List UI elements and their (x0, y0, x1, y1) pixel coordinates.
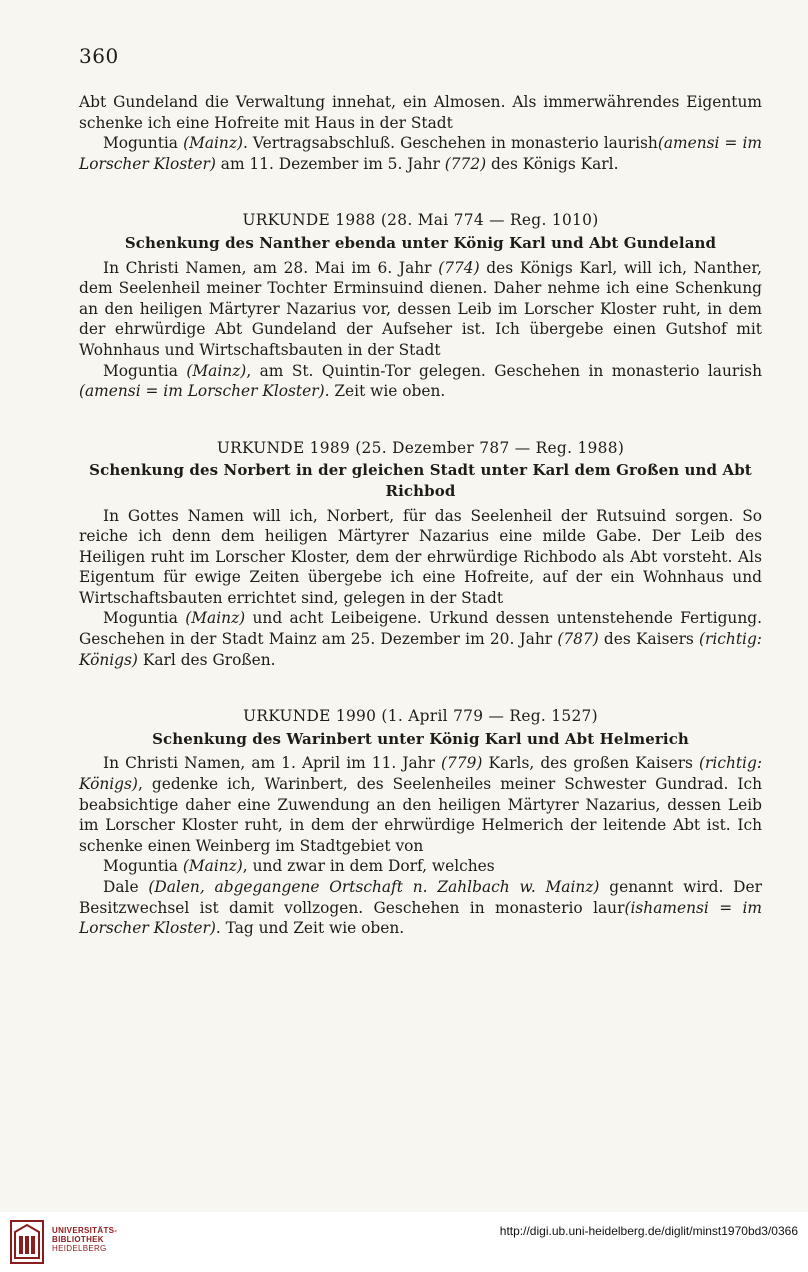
charter-1988-heading: URKUNDE 1988 (28. Mai 774 — Reg. 1010) (242, 211, 599, 230)
charter-1989-heading: URKUNDE 1989 (25. Dezember 787 — Reg. 1988) (216, 438, 625, 457)
library-name-line-1: UNIVERSITÄTS- (52, 1226, 118, 1235)
charter-1989-paragraph-2: Moguntia (Mainz) und acht Leibeigene. Urkund dessen untenstehende Fertigung. Geschehen in der Stadt Mainz am 25. Dezember im 20. Jahr (787) des Kaisers (richtig: Königs) Karl des Großen. (79, 609, 762, 669)
intro-paragraph-2: Moguntia (Mainz). Vertragsabschluß. Geschehen in monasterio laurish(amensi = im Lorscher Kloster) am 11. Dezember im 5. Jahr (772) des Königs Karl. (79, 134, 762, 173)
page-number: 360 (79, 44, 119, 68)
charter-1988-title: Schenkung des Nanther ebenda unter König Karl und Abt Gundeland (124, 233, 717, 252)
intro-paragraph: Abt Gundeland die Verwaltung innehat, ein Almosen. Als immerwährendes Eigentum schenke ich eine Hofreite mit Haus in der Stadt (79, 93, 762, 132)
digitization-url-link[interactable]: http://digi.ub.uni-heidelberg.de/diglit/minst1970bd3/0366 (499, 1224, 798, 1238)
library-name-line-3: HEIDELBERG (52, 1244, 107, 1253)
charter-1988-paragraph-2: Moguntia (Mainz), am St. Quintin-Tor gelegen. Geschehen in monasterio laurish (amensi = im Lorscher Kloster). Zeit wie oben. (79, 361, 762, 401)
university-library-logo-icon (10, 1220, 44, 1264)
library-name-line-2: BIBLIOTHEK (52, 1235, 104, 1244)
charter-1990-title: Schenkung des Warinbert unter König Karl und Abt Helmerich (152, 729, 689, 748)
charter-1990-paragraph-1: In Christi Namen, am 1. April im 11. Jahr (779) Karls, des großen Kaisers (richtig: Königs), gedenke ich, Warinbert, des Seelenheiles meiner Schwester Gundrad. Ich beabsichtige daher eine Zuwendung an den heiligen Märtyrer Nazarius, dessen Leib im Lorscher Kloster ruht, in dem der ehrwürdige Helmerich der leitende Abt ist. Ich schenke einen Weinberg im Stadtgebiet von (79, 754, 763, 855)
page-content (79, 92, 762, 939)
charter-1989-title: Schenkung des Norbert in der gleichen Stadt unter Karl dem Großen und Abt Richbod (89, 461, 752, 500)
charter-1990-paragraph-2: Moguntia (Mainz), und zwar in dem Dorf, welches (103, 857, 495, 876)
charter-1990-heading: URKUNDE 1990 (1. April 779 — Reg. 1527) (243, 707, 598, 726)
page-footer (0, 1212, 808, 1272)
charter-1988-paragraph-1: In Christi Namen, am 28. Mai im 6. Jahr (774) des Königs Karl, will ich, Nanther, dem Seelenheil meiner Tochter Erminsuind dienen. Daher nehme ich eine Schenkung an den heiligen Märtyrer Nazarius vor, dessen Leib im Lorscher Kloster ruht, in dem der ehrwürdige Abt Gundeland der Aufseher ist. Ich übergebe einen Gutshof mit Wohnhaus und Wirtschaftsbauten in der Stadt (79, 258, 762, 359)
charter-1990-paragraph-3: Dale (Dalen, abgegangene Ortschaft n. Zahlbach w. Mainz) genannt wird. Der Besitzwechsel ist damit vollzogen. Geschehen in monasterio laur(ishamensi = im Lorscher Kloster). Tag und Zeit wie oben. (79, 878, 762, 938)
library-name (52, 1226, 117, 1253)
charter-1989-paragraph-1: In Gottes Namen will ich, Norbert, für das Seelenheil der Rutsuind sorgen. So reiche ich denn dem heiligen Märtyrer Nazarius eine milde Gabe. Der Leib des Heiligen ruht im Lorscher Kloster, dem der ehrwürdige Richbodo als Abt vorsteht. Als Eigentum für ewige Zeiten übergebe ich eine Hofreite, auf der ein Wohnhaus und Wirtschaftsbauten errichtet sind, gelegen in der Stadt (79, 506, 762, 607)
